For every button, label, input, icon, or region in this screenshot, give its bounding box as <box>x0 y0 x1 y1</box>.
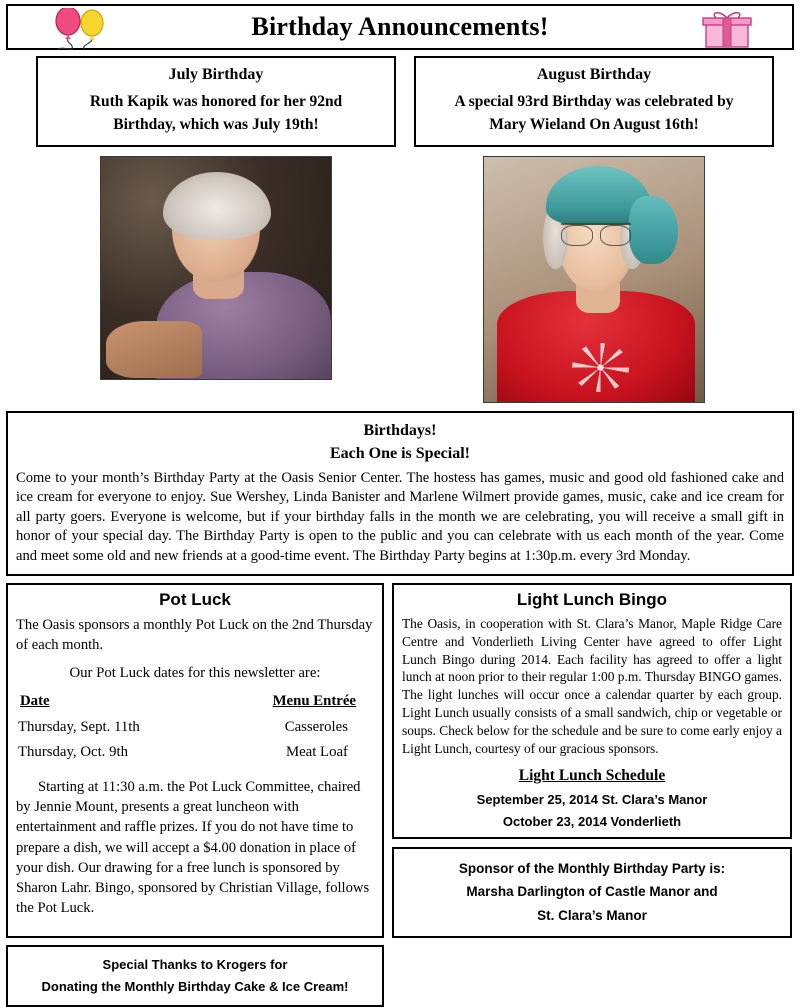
potluck-table <box>16 692 374 767</box>
potluck-dates-intro: Our Pot Luck dates for this newsletter are: <box>69 665 321 682</box>
july-birthday-card <box>36 56 396 147</box>
birthdays-heading-1: Birthdays! <box>363 421 437 439</box>
bingo-column <box>392 583 792 939</box>
light-lunch-bingo-section <box>392 583 792 839</box>
potluck-section <box>6 583 384 938</box>
sponsor-section <box>392 847 792 939</box>
lower-columns <box>6 583 794 1007</box>
table-row <box>16 717 374 742</box>
july-birthday-photo <box>100 156 332 380</box>
birthdays-body: Come to your month’s Birthday Party at the Oasis Senior Center. The hostess has games, music and good old fashioned cake and ice cream for everyone to enjoy. Sue Wershey, Linda Banister and Marlene Wilmert provide games, music, cake and ice cream for all party goers. Everyone is welcome, but if your birthday falls in the month we are celebrating, you will receive a small gift in honor of your special day. The Birthday Party is open to the public and you can celebrate with us each month of the year. Come and meet some old and new friends at a good-time event. The Birthday Party begins at 1:30p.m. every 3rd Monday. <box>16 469 784 564</box>
bingo-title: Light Lunch Bingo <box>516 589 668 609</box>
thanks-line-1: Special Thanks to Krogers for <box>102 957 288 973</box>
bingo-schedule-title: Light Lunch Schedule <box>518 766 666 784</box>
potluck-col-menu: Menu Entrée <box>272 693 356 710</box>
bingo-schedule-item-2: October 23, 2014 Vonderlieth <box>502 813 682 829</box>
potluck-table-header <box>16 692 374 717</box>
birthday-announcements-row <box>6 56 794 403</box>
july-birthday-line2: Birthday, which was July 19th! <box>113 116 319 134</box>
potluck-intro: The Oasis sponsors a monthly Pot Luck on the 2nd Thursday of each month. <box>16 616 373 654</box>
august-birthday-title: August Birthday <box>536 66 652 83</box>
gift-icon <box>698 9 756 49</box>
august-birthday-card <box>414 56 774 147</box>
potluck-column <box>6 583 384 1007</box>
august-birthday-column <box>414 56 774 403</box>
birthdays-heading-2: Each One is Special! <box>329 444 470 462</box>
potluck-closing: Starting at 11:30 a.m. the Pot Luck Committee, chaired by Jennie Mount, presents a great luncheon with entertainment and raffle prizes. If you do not have time to prepare a dish, we will accept a $4.00 donation in place of your dish. Our drawing for a free lunch is sponsored by Sharon Lahr. Bingo, sponsored by Christian Village, follows the Pot Luck. <box>16 779 370 916</box>
thanks-line-2: Donating the Monthly Birthday Cake & Ice Cream! <box>41 979 349 995</box>
bingo-body: The Oasis, in cooperation with St. Clara’s Manor, Maple Ridge Care Centre and Vonderlieth Living Center have agreed to offer Light Lunch Bingo during 2014. Each facility has agreed to offer a light lunch at noon prior to their regular 1:00 p.m. Thursday BINGO games. The light lunches will occur once a calendar quarter by each group. Light Lunch usually consists of a small sandwich, chip or vegetable or soups. Check below for the schedule and be sure to come early enjoy a Light Lunch, courtesy of our gracious sponsors. <box>402 615 782 756</box>
august-birthday-line2: Mary Wieland On August 16th! <box>489 116 699 134</box>
potluck-title: Pot Luck <box>159 589 231 609</box>
july-birthday-column <box>36 56 396 380</box>
page-title: Birthday Announcements! <box>251 12 549 41</box>
table-row <box>16 742 374 767</box>
august-birthday-photo <box>483 156 705 403</box>
krogers-thanks-section <box>6 945 384 1007</box>
potluck-menu-2: Meat Loaf <box>285 744 348 761</box>
balloons-icon <box>42 8 122 50</box>
potluck-date-2: Thursday, Oct. 9th <box>18 744 128 761</box>
august-birthday-line1: A special 93rd Birthday was celebrated by <box>454 93 734 110</box>
sponsor-line-3: St. Clara’s Manor <box>537 907 647 923</box>
sponsor-line-2: Marsha Darlington of Castle Manor and <box>466 884 718 900</box>
potluck-date-1: Thursday, Sept. 11th <box>18 719 140 736</box>
page-header <box>6 4 794 50</box>
sponsor-line-1: Sponsor of the Monthly Birthday Party is: <box>458 860 726 876</box>
july-birthday-line1: Ruth Kapik was honored for her 92nd <box>89 93 343 110</box>
july-birthday-title: July Birthday <box>168 66 264 83</box>
bingo-schedule-item-1: September 25, 2014 St. Clara’s Manor <box>476 791 708 807</box>
birthdays-section <box>6 411 794 576</box>
potluck-menu-1: Casseroles <box>284 719 348 736</box>
potluck-col-date: Date <box>20 693 50 710</box>
